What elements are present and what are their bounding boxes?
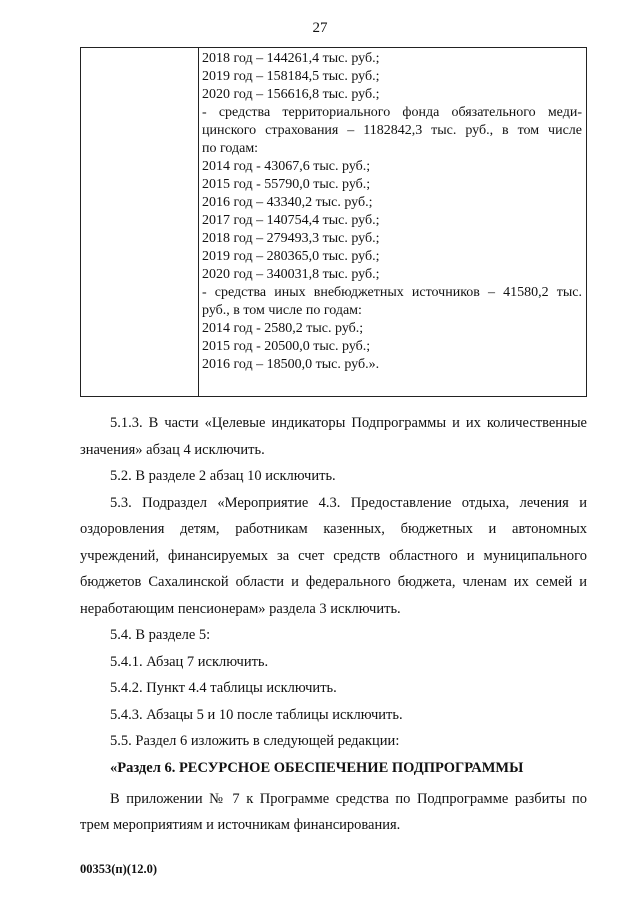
table-line: - средства территориального фонда обязательного меди- (202, 105, 582, 120)
table-line: 2018 год – 144261,4 тыс. руб.; (202, 51, 380, 66)
table-line: 2014 год - 43067,6 тыс. руб.; (202, 159, 371, 174)
table-line: 2016 год – 43340,2 тыс. руб.; (202, 195, 373, 210)
paragraph-5-4-2: 5.4.2. Пункт 4.4 таблицы исключить. (110, 680, 337, 696)
table-line: по годам: (202, 141, 259, 156)
section-heading: «Раздел 6. РЕСУРСНОЕ ОБЕСПЕЧЕНИЕ ПОДПРОГРАММЫ (110, 760, 524, 776)
table-line: 2020 год – 156616,8 тыс. руб.; (202, 87, 380, 102)
paragraph-5-4: 5.4. В разделе 5: (110, 627, 211, 643)
funding-table (80, 47, 587, 397)
paragraph-5-4-1: 5.4.1. Абзац 7 исключить. (110, 653, 269, 670)
table-line: цинского страхования – 1182842,3 тыс. руб., в том числе (202, 123, 582, 138)
table-right-cell (199, 48, 586, 396)
table-line: 2015 год - 20500,0 тыс. руб.; (202, 339, 371, 354)
table-line: - средства иных внебюджетных источников – 41580,2 тыс. (202, 285, 582, 300)
table-left-cell (81, 48, 199, 396)
page-number: 27 (312, 20, 328, 36)
paragraph-5-1-3: 5.1.3. В части «Целевые индикаторы Подпрограммы и их количественные значения» абзац 4 исключить. (80, 415, 587, 458)
table-line: 2018 год – 279493,3 тыс. руб.; (202, 231, 380, 246)
paragraph-5-2: 5.2. В разделе 2 абзац 10 исключить. (110, 468, 336, 484)
table-line: 2019 год – 158184,5 тыс. руб.; (202, 69, 380, 84)
paragraph-5-5: 5.5. Раздел 6 изложить в следующей редакции: (110, 733, 400, 749)
table-line: руб., в том числе по годам: (202, 303, 362, 318)
table-line: 2014 год - 2580,2 тыс. руб.; (202, 321, 364, 336)
document-code: 00353(п)(12.0) (80, 862, 157, 876)
table-line: 2017 год – 140754,4 тыс. руб.; (202, 213, 380, 228)
table-line: 2020 год – 340031,8 тыс. руб.; (202, 267, 380, 282)
paragraph-5-3: 5.3. Подраздел «Мероприятие 4.3. Предоставление отдыха, лечения и оздоровления детям, работникам казенных, бюджетных и автономных учреждений, финансируемых за счет средств областного и муниципального бюджетов Сахалинской области и федерального бюджета, членам их семей и неработающим пенсионерам» раздела 3 исключить. (80, 494, 587, 617)
table-line: 2019 год – 280365,0 тыс. руб.; (202, 249, 380, 264)
paragraph-5-4-3: 5.4.3. Абзацы 5 и 10 после таблицы исключить. (110, 706, 403, 723)
table-line: 2016 год – 18500,0 тыс. руб.». (202, 357, 380, 372)
table-line: 2015 год - 55790,0 тыс. руб.; (202, 177, 371, 192)
document-body (80, 410, 587, 755)
final-paragraph: В приложении № 7 к Программе средства по Подпрограмме разбиты по трем мероприятиям и источникам финансирования. (80, 791, 587, 833)
